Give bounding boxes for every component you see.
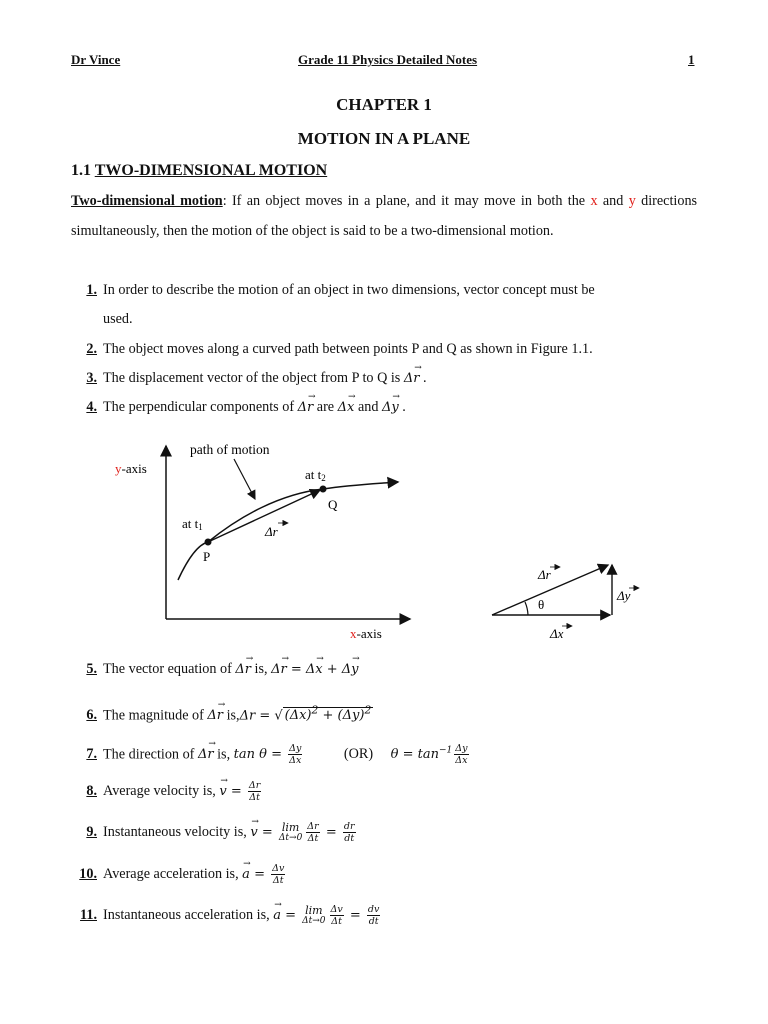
list-item-2: 2. The object moves along a curved path between points P and Q as shown in Figure 1.1. xyxy=(86,341,593,357)
average-velocity-equation: → v = $\frac{\Delta r}{\Delta t}$ xyxy=(219,784,263,799)
list-item-7: 7. The direction of Δ→ r is, tan θ = $\frac{\Delta y}{\Delta x}$ (OR) $\theta = \tan^{-1}$ $\frac{\Delta y}{\Delta x}$ xyxy=(71,737,697,769)
direction-equation-alt: $\theta = \tan^{-1}$ $\frac{\Delta y}{\Delta x}$ xyxy=(390,743,468,767)
motion-figure xyxy=(100,432,670,647)
theta-label: θ xyxy=(538,597,545,612)
page-number: 1 xyxy=(688,52,695,67)
magnitude-equation: Δr = √ $(\Delta x)^2 + (\Delta y)^2$ xyxy=(239,704,372,724)
definition-paragraph: Two-dimensional motion: If an object moves in a plane, and it may move in both the x and y directions simultaneously, then the motion of the object is said to be a two-dimensional motion. xyxy=(71,193,698,239)
instantaneous-acceleration-equation: → a = lim Δt→0 $\frac{\Delta v}{\Delta t}$ = $\frac{dv}{dt}$ xyxy=(273,908,382,923)
section-heading xyxy=(71,162,327,180)
direction-equation: tan θ = $\frac{\Delta y}{\Delta x}$ xyxy=(233,743,302,767)
triangle-delta-r-label: Δr xyxy=(538,567,551,582)
triangle-delta-x-label: Δx xyxy=(550,626,564,641)
chapter-title: MOTION IN A PLANE xyxy=(297,129,471,148)
displacement-arrow xyxy=(208,490,320,542)
theta-arc xyxy=(525,602,528,615)
x-axis-label: x-axis xyxy=(350,626,382,641)
path-of-motion-label: path of motion xyxy=(190,442,270,457)
point-q-label: Q xyxy=(328,497,338,512)
header-course: Grade 11 Physics Detailed Notes xyxy=(298,52,478,67)
list-item-6: 6. The magnitude of Δ→ r is,Δr = √ $(\Delta x)^2 + (\Delta y)^2$ xyxy=(71,696,697,730)
instantaneous-velocity-equation: → v = lim Δt→0 $\frac{\Delta r}{\Delta t}$ = $\frac{dr}{dt}$ xyxy=(250,825,357,840)
list-item-10: 10. Average acceleration is, → a = $\frac{\Delta v}{\Delta t}$ xyxy=(71,860,697,889)
list-item-8: 8. Average velocity is, → v = $\frac{\Delta r}{\Delta t}$ xyxy=(71,777,697,806)
at-t2-label: at t2 xyxy=(305,467,326,483)
y-axis-label: y-axis xyxy=(115,461,147,476)
vector-equation: Δ→ r = Δ→ x + Δ→ y xyxy=(271,662,358,677)
list-item-5: 5. The vector equation of Δ→ r is, Δ→ r = Δ→ x + Δ→ y xyxy=(71,655,697,684)
header-author: Dr Vince xyxy=(71,52,121,67)
point-p-dot xyxy=(205,539,212,546)
section-number: 1.1 xyxy=(71,162,91,179)
path-of-motion-curve xyxy=(178,482,398,580)
path-label-pointer xyxy=(234,459,255,499)
definition-term: Two-dimensional motion xyxy=(71,193,223,209)
at-t1-label: at t1 xyxy=(182,516,203,532)
point-p-label: P xyxy=(203,549,211,564)
section-title: TWO-DIMENSIONAL MOTION xyxy=(94,162,328,179)
delta-r-label: Δr xyxy=(265,524,278,539)
list-item-11: 11. Instantaneous acceleration is, → a = lim Δt→0 $\frac{\Delta v}{\Delta t}$ = $\frac{dv}{dt}$ xyxy=(71,901,697,930)
list-item-3: 3. The displacement vector of the object from P to Q is Δ→ r . xyxy=(71,364,697,393)
point-q-dot xyxy=(320,486,327,493)
chapter-number: CHAPTER 1 xyxy=(336,95,432,114)
list-item-9: 9. Instantaneous velocity is, → v = lim Δt→0 $\frac{\Delta r}{\Delta t}$ = $\frac{dr}{dt}$ xyxy=(71,818,697,847)
list-item-4: 4. The perpendicular components of Δ→ r are Δ→ x and Δ→ y . xyxy=(71,393,697,422)
triangle-delta-y-label: Δy xyxy=(617,588,631,603)
average-acceleration-equation: → a = $\frac{\Delta v}{\Delta t}$ xyxy=(242,867,287,882)
list-item-1: 1. In order to describe the motion of an object in two dimensions, vector concept must be used. xyxy=(86,282,595,327)
